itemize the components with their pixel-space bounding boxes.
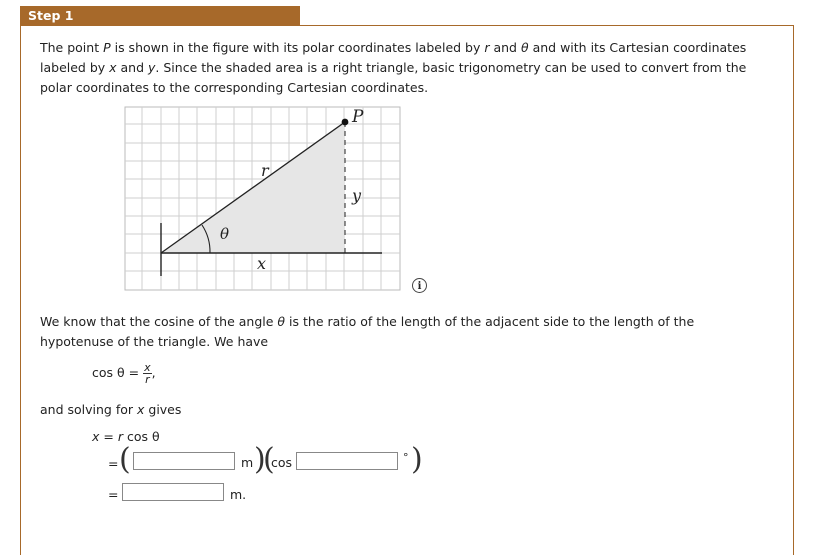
equals-sign-1: = bbox=[108, 456, 119, 471]
cos-label: cos bbox=[271, 455, 293, 470]
close-paren-2: ) bbox=[411, 442, 423, 477]
label-r: r bbox=[261, 161, 269, 180]
theta-value-input[interactable] bbox=[296, 452, 398, 470]
fraction-x-over-r: $\frac{x}{r}$ bbox=[144, 361, 151, 386]
r-value-input[interactable] bbox=[133, 452, 235, 470]
degree-symbol: ° bbox=[403, 451, 409, 464]
label-P: P bbox=[352, 107, 364, 127]
intro-paragraph: The point P is shown in the figure with its polar coordinates labeled by r and θ and with its Cartesian coordinates labeled by x and y. Since the shaded area is a right triangle, basic trigonometry can be used to convert from the polar coordinates to the corresponding Cartesian coordinates. bbox=[40, 40, 747, 95]
label-x: x bbox=[257, 254, 267, 273]
close-paren-1: ) bbox=[254, 442, 266, 477]
equals-sign-2: = bbox=[108, 487, 119, 502]
cosine-equation: cos θ = $\frac{x}{r}$ , bbox=[92, 361, 156, 386]
open-paren-1: ( bbox=[119, 442, 131, 477]
polar-figure bbox=[124, 106, 402, 292]
open-paren-2: ( bbox=[263, 442, 275, 477]
info-icon[interactable]: i bbox=[412, 278, 427, 293]
solving-text: and solving for x gives bbox=[40, 402, 182, 417]
label-theta: θ bbox=[220, 225, 230, 243]
unit-m-1: m bbox=[241, 455, 254, 470]
point-p bbox=[342, 119, 349, 126]
unit-m-2: m. bbox=[230, 487, 247, 502]
x-value-input[interactable] bbox=[122, 483, 224, 501]
label-y: y bbox=[352, 186, 362, 205]
x-equals-r-cos-theta: x = r cos θ bbox=[92, 429, 160, 444]
step-header: Step 1 bbox=[20, 6, 300, 25]
cosine-paragraph: We know that the cosine of the angle θ is the ratio of the length of the adjacent side to the length of the hypotenuse of the triangle. We have bbox=[40, 314, 695, 349]
